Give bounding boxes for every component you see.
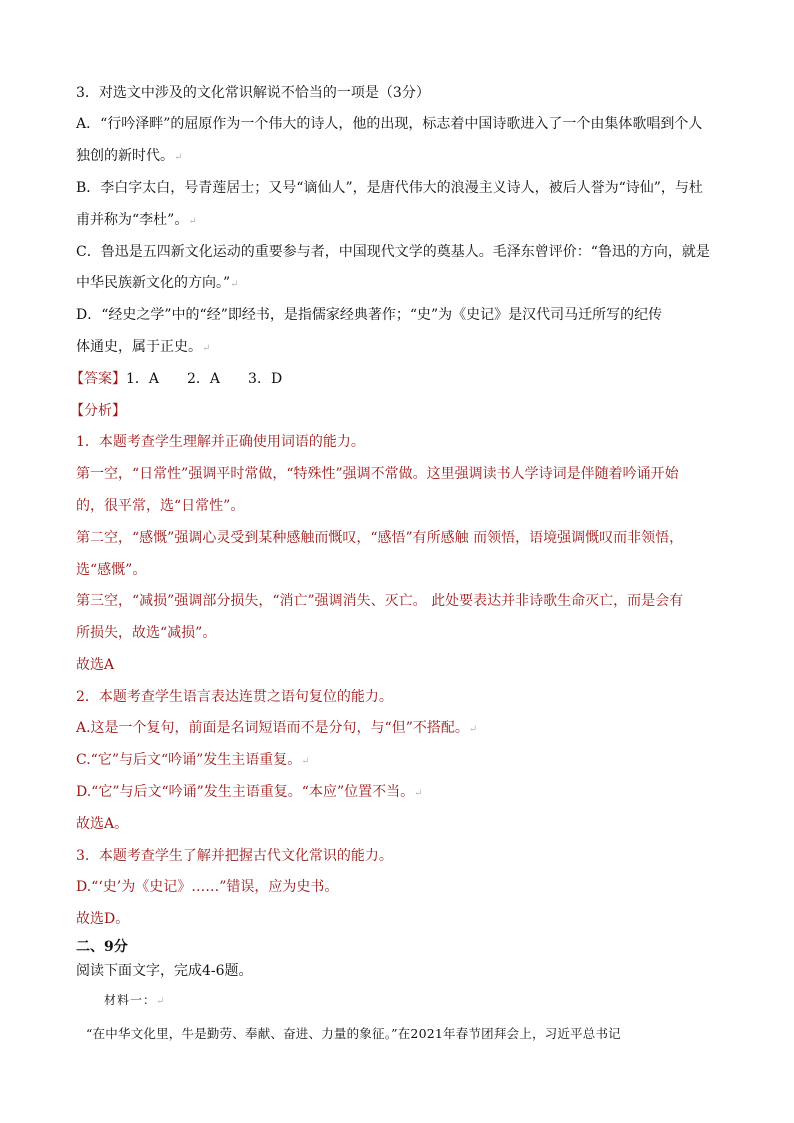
answer-line — [70, 369, 282, 389]
analysis-q2-option-d: D.“它”与后文“吟诵”发生主语重复。“本应”位置不当。↵ — [76, 784, 423, 800]
section-2-instruction: 阅读下面文字，完成4-6题。 — [76, 963, 253, 979]
analysis-q2-option-c: C.“它”与后文“吟诵”发生主语重复。↵ — [76, 752, 310, 768]
analysis-q1-blank1-line2: 的，很平常，选“日常性”。 — [76, 498, 245, 514]
analysis-q1-blank1-line1: 第一空，“日常性”强调平时常做，“特殊性”强调不常做。这里强调读书人学诗词是伴随着吟诵开始 — [76, 466, 679, 482]
option-d-line-1: D．“经史之学”中的“经”即经书，是指儒家经典著作；“史”为《史记》是汉代司马迁所写的纪传 — [76, 307, 663, 323]
option-c-line-2: 中华民族新文化的方向。”↵ — [76, 275, 239, 291]
analysis-q3-choose: 故选D。 — [76, 911, 130, 927]
analysis-q3-option-d: D.“‘史’为《史记》……”错误，应为史书。 — [76, 879, 339, 895]
question-3-stem: 3．对选文中涉及的文化常识解说不恰当的一项是（3分） — [76, 85, 430, 101]
material-1-label: 材料一：↵ — [104, 993, 166, 1007]
analysis-q2-intro: 2．本题考查学生语言表达连贯之语句复位的能力。 — [76, 689, 393, 705]
option-a-line-2: 独创的新时代。↵ — [76, 148, 183, 164]
analysis-q1-blank3-line1: 第三空，“减损”强调部分损失，“消亡”强调消失、灭亡。 此处要表达并非诗歌生命灭亡，而是会有 — [76, 593, 684, 609]
answer-text: 1．A 2．A 3．D — [126, 371, 283, 387]
option-b-line-2: 甫并称为“李杜”。↵ — [76, 212, 197, 228]
analysis-q1-blank2-line1: 第二空，“感慨”强调心灵受到某种感触而慨叹，“感悟”有所感触 而领悟，语境强调慨叹而非领悟， — [76, 530, 684, 546]
analysis-q2-option-a: A.这是一个复句，前面是名词短语而不是分句，与“但”不搭配。↵ — [76, 720, 478, 736]
analysis-q1-blank2-line2: 选“感慨”。 — [76, 562, 147, 578]
analysis-q1-choose: 故选A — [76, 657, 115, 673]
section-2-heading: 二、9分 — [76, 939, 128, 955]
option-c-line-1: C．鲁迅是五四新文化运动的重要参与者，中国现代文学的奠基人。毛泽东曾评价：“鲁迅的方向，就是 — [76, 244, 710, 260]
answer-label: 【答案】 — [70, 371, 126, 387]
analysis-q1-blank3-line2: 所损失，故选“减损”。 — [76, 625, 217, 641]
analysis-label: 【分析】 — [70, 403, 126, 419]
material-1-text: “在中华文化里，牛是勤劳、奉献、奋进、力量的象征。”在2021年春节团拜会上，习近平总书记 — [86, 1026, 621, 1041]
option-b-line-1: B．李白字太白，号青莲居士；又号“谪仙人”，是唐代伟大的浪漫主义诗人，被后人誉为“诗仙”，与杜 — [76, 180, 703, 196]
option-a-line-1: A．“行吟泽畔”的屈原作为一个伟大的诗人，他的出现，标志着中国诗歌进入了一个由集体歌唱到个人 — [76, 116, 703, 132]
option-d-line-2: 体通史，属于正史。↵ — [76, 339, 211, 355]
analysis-q2-choose: 故选A。 — [76, 816, 129, 832]
analysis-q1-intro: 1．本题考查学生理解并正确使用词语的能力。 — [76, 434, 365, 450]
analysis-q3-intro: 3．本题考查学生了解并把握古代文化常识的能力。 — [76, 848, 393, 864]
